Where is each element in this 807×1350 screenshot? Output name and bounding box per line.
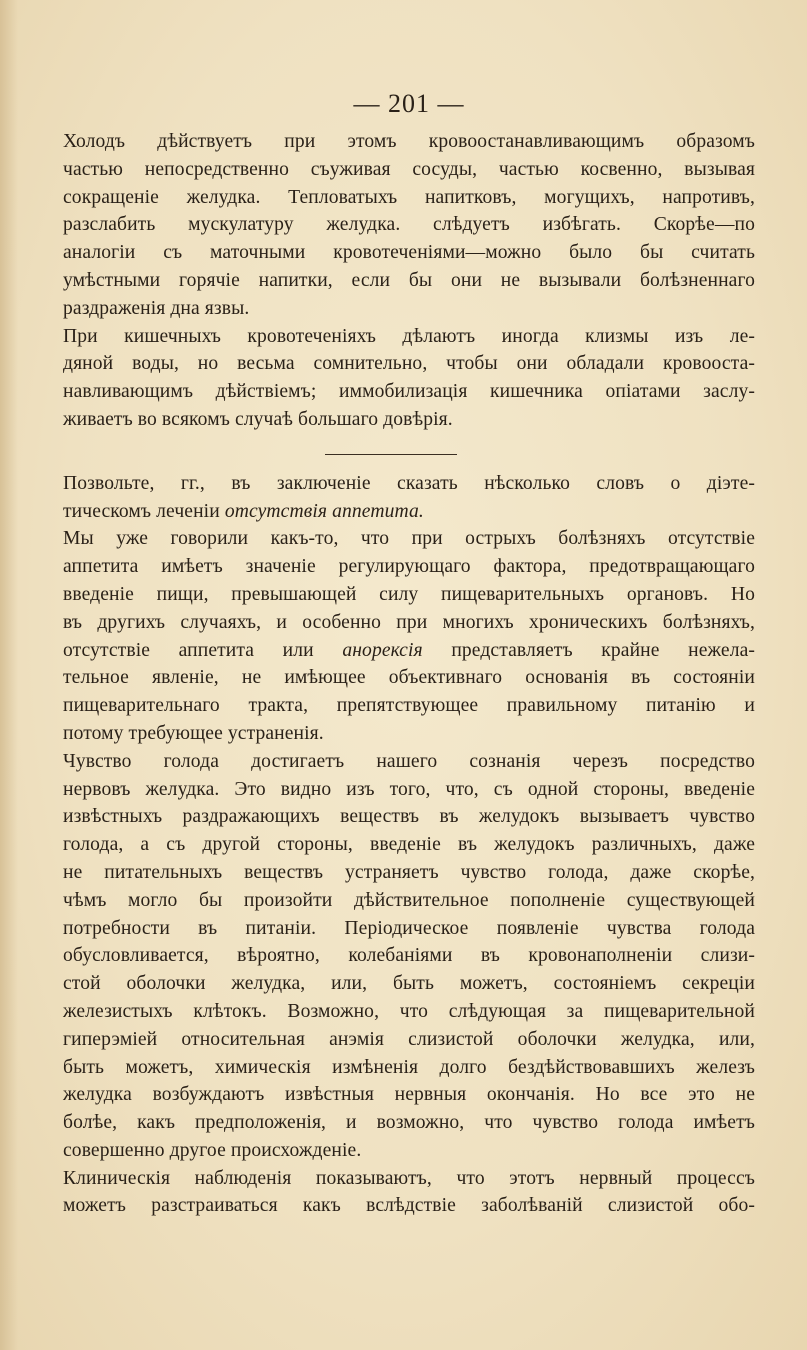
italic-word: анорексія [342,639,423,661]
text-line: извѣстныхъ раздражающихъ веществъ въ желудокъ вызываетъ чувство [63,806,755,828]
paragraph-5 [63,748,755,1165]
text-line: Холодъ дѣйствуетъ при этомъ кровоостанавливающимъ образомъ [63,131,755,152]
text-line: разслабить мускулатуру желудка. слѣдуетъ избѣгать. Скорѣе—по [63,214,755,236]
text-line: введеніе пищи, превышающей силу пищеварительныхъ органовъ. Но [63,583,755,605]
text-line-mixed [63,498,755,526]
text-segment: представляетъ крайне нежела- [451,639,756,661]
text-line: Позвольте, гг., въ заключеніе сказать нѣсколько словъ о діэте- [63,472,755,494]
text-line: обусловливается, вѣроятно, колебаніями въ кровонаполненіи слизи- [63,945,755,967]
text-line: железистыхъ клѣтокъ. Возможно, что слѣдующая за пищеварительной [63,1000,755,1022]
text-line: аппетита имѣетъ значеніе регулирующаго фактора, предотвращающаго [63,556,755,578]
text-line: дяной воды, но весьма сомнительно, чтобы они обладали кровооста- [63,353,755,375]
paragraph-4 [63,525,755,747]
paragraph-1 [63,128,755,323]
text-line: стой оболочки желудка, или, быть можетъ, состояніемъ секреціи [63,973,755,995]
text-line: живаетъ во всякомъ случаѣ большаго довѣрія. [63,408,453,430]
section-divider [63,434,755,470]
text-line: потребности въ питаніи. Періодическое появленіе чувства голода [63,917,755,939]
text-line: Мы уже говорили какъ-то, что при острыхъ болѣзняхъ отсутствіе [63,528,755,550]
text-line: въ другихъ случаяхъ, и особенно при многихъ хроническихъ болѣзняхъ, [63,611,755,633]
text-line: можетъ разстраиваться какъ вслѣдствіе заболѣваній слизистой обо- [63,1195,755,1217]
text-line: Чувство голода достигаетъ нашего сознанія черезъ посредство [63,750,755,772]
text-line: Клиническія наблюденія показываютъ, что этотъ нервный процессъ [63,1167,755,1189]
text-line: не питательныхъ веществъ устраняетъ чувство голода, даже скорѣе, [63,861,755,883]
paragraph-6 [63,1165,755,1221]
text-line: совершенно другое происхожденіе. [63,1139,362,1161]
text-line: пищеварительнаго тракта, препятствующее правильному питанію и [63,695,755,717]
paragraph-2 [63,323,755,434]
text-line: желудка возбуждаютъ извѣстныя нервныя окончанія. Но все это не [63,1084,755,1106]
text-line: навливающимъ дѣйствіемъ; иммобилизація кишечника опіатами заслу- [63,381,755,403]
page-number: — 201 — [353,89,465,118]
text-line: голода, а съ другой стороны, введеніе въ желудокъ различныхъ, даже [63,834,755,856]
text-line: чѣмъ могло бы произойти дѣйствительное пополненіе существующей [63,889,755,911]
italic-phrase: отсутствія аппетита. [224,500,424,522]
text-segment: отсутствіе аппетита или [63,639,314,661]
text-line: При кишечныхъ кровотеченіяхъ дѣлаютъ иногда клизмы изъ ле- [63,325,755,347]
text-line: сокращеніе желудка. Тепловатыхъ напитковъ, могущихъ, напротивъ, [63,186,755,208]
text-line: потому требующее устраненія. [63,722,324,744]
paragraph-3 [63,470,755,526]
text-line: раздраженія дна язвы. [63,297,250,319]
text-line: гиперэміей относительная анэмія слизистой оболочки желудка, или, [63,1028,755,1050]
page-content [63,84,755,1220]
text-line-mixed [63,637,755,665]
text-line: частью непосредственно съуживая сосуды, частью косвенно, вызывая [63,158,755,180]
text-line: болѣе, какъ предположенія, и возможно, что чувство голода имѣетъ [63,1112,755,1134]
text-line: умѣстными горячіе напитки, если бы они не вызывали болѣзненнаго [63,269,755,291]
text-segment: тическомъ леченіи [63,500,220,522]
text-line: быть можетъ, химическія измѣненія долго бездѣйствовавшихъ железъ [63,1056,755,1078]
divider-rule [325,454,457,455]
text-line: нервовъ желудка. Это видно изъ того, что, съ одной стороны, введеніе [63,778,755,800]
page-edge-shadow [0,0,18,1350]
text-line: аналогіи съ маточными кровотеченіями—можно было бы считать [63,242,755,264]
text-line: тельное явленіе, не имѣющее объективнаго основанія въ состояніи [63,667,755,689]
